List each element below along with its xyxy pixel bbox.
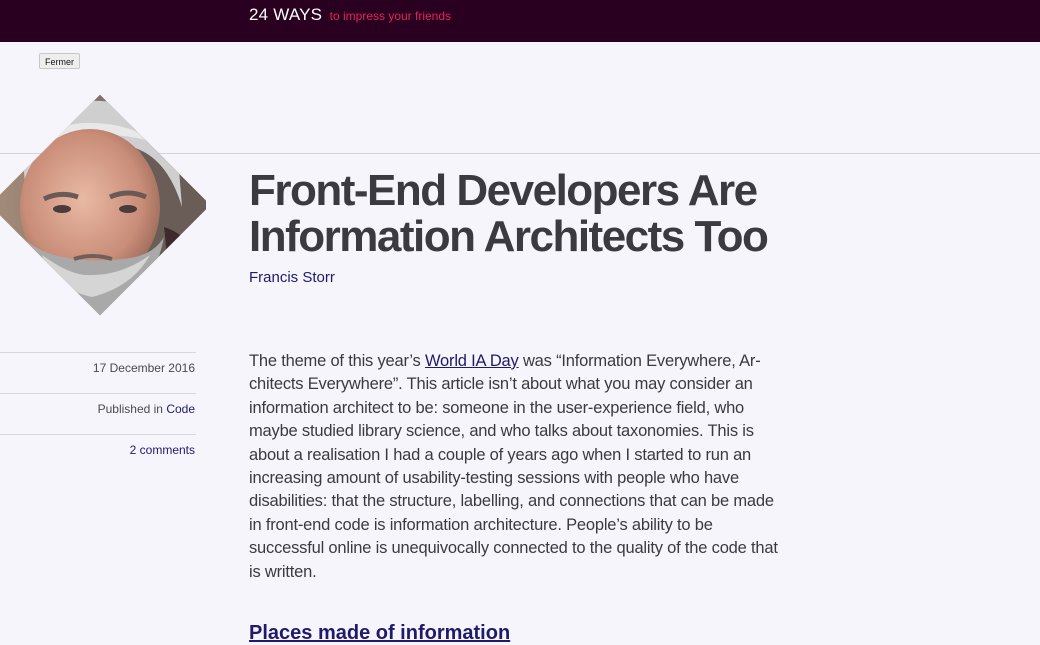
published-in: [0, 402, 195, 416]
author-avatar: [0, 75, 206, 335]
article-title-line2: Information Architects Too: [249, 212, 768, 261]
section-heading[interactable]: Places made of information: [249, 622, 511, 644]
site-header: [0, 0, 1040, 42]
avatar-diamond: [0, 95, 206, 316]
article-title-line1: Front-End Developers Are: [249, 166, 757, 215]
article-date: 17 December 2016: [92, 361, 195, 375]
site-name[interactable]: 24 WAYS: [249, 5, 323, 24]
close-button[interactable]: Fermer: [39, 53, 80, 69]
category-link[interactable]: Code: [166, 402, 195, 416]
world-ia-day-link[interactable]: World IA Day: [424, 352, 519, 370]
meta-divider: [0, 393, 196, 394]
comments: [0, 443, 195, 457]
comments-link[interactable]: 2 comments: [129, 443, 195, 457]
meta-divider: [0, 434, 196, 435]
site-brand[interactable]: [249, 5, 451, 25]
article-intro: [249, 350, 779, 584]
intro-text-start: The theme of this year’s: [249, 352, 425, 370]
meta-divider: [0, 352, 196, 353]
intro-text-rest: was “Information Everywhere, Architects Everywhere”. This article isn’t about what you may consider an information architect to be: someone in the user-experience field, who maybe studied library science, and who talks about taxonomies. This is about a realisation I had a couple of years ago when I started to run an increasing amount of usability-testing sessions with people who have disabilities: that the structure, labelling, and connections that can be made in front-end code is information architecture. People’s ability to be successful online is unequivocally connected to the quality of the code that is written.: [249, 352, 778, 581]
site-tagline: to impress your friends: [329, 9, 452, 23]
published-in-label: Published in: [97, 402, 167, 416]
author-portrait-icon: [0, 95, 206, 316]
article-title: [249, 168, 949, 260]
author-link[interactable]: Francis Storr: [249, 269, 335, 286]
